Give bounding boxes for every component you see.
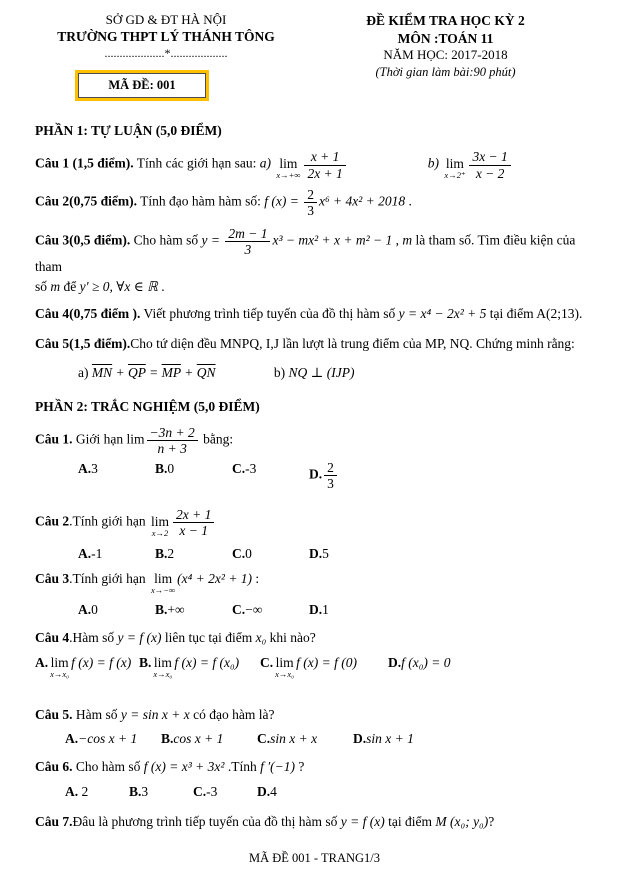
question-text: Giới hạn bbox=[72, 431, 127, 447]
header-left bbox=[35, 12, 297, 101]
fraction: $\frac{2}{3}$ bbox=[304, 187, 317, 218]
options-p2-5 bbox=[65, 730, 594, 749]
option-c: C. lim x→x₀ f (x) = f (0) bbox=[260, 654, 357, 679]
question-label: Câu 1 (1,5 điểm). bbox=[35, 156, 134, 172]
question-label: Câu 5. bbox=[35, 706, 73, 722]
question-p1-2 bbox=[35, 187, 594, 218]
question-p2-3 bbox=[35, 569, 594, 595]
exam-code-box bbox=[75, 70, 209, 101]
question-text2: liên tục tại điểm bbox=[161, 630, 256, 646]
school-year: NĂM HỌC: 2017-2018 bbox=[383, 47, 508, 63]
question-text2: bằng: bbox=[199, 431, 234, 447]
formula: y = f (x) bbox=[117, 630, 162, 646]
item-b-label: b) bbox=[427, 156, 443, 172]
question-p2-5 bbox=[35, 705, 594, 725]
exam-code: MÃ ĐỀ: 001 bbox=[78, 73, 206, 98]
options-p2-4 bbox=[35, 654, 594, 679]
option-c: C.-3 bbox=[232, 461, 257, 477]
formula-lhs: y = bbox=[201, 232, 224, 248]
formula: y = f (x) bbox=[340, 813, 385, 829]
x0-symbol: x₀ bbox=[255, 630, 267, 646]
option-d: D.1 bbox=[309, 602, 329, 618]
question-text: .Tính giới hạn bbox=[69, 514, 150, 529]
question-label: Câu 2(0,75 điểm). bbox=[35, 193, 137, 209]
option-c: C.0 bbox=[232, 545, 252, 561]
question-text: .Tính giới hạn bbox=[69, 571, 150, 587]
limit: lim x→−∞ bbox=[151, 571, 176, 596]
option-b: B. lim x→x₀ f (x) = f (x₀) bbox=[139, 654, 240, 679]
question-label: Câu 7. bbox=[35, 813, 73, 829]
formula2: f ′(−1) bbox=[260, 759, 296, 775]
option-b: B.0 bbox=[155, 461, 175, 477]
formula-tail: x³ − mx² + x + m² − 1 bbox=[272, 232, 393, 248]
options-p2-1 bbox=[78, 460, 594, 491]
school-name: TRƯỜNG THPT LÝ THÁNH TÔNG bbox=[57, 29, 275, 45]
options-p2-3 bbox=[78, 601, 594, 620]
question-text3: ? bbox=[488, 813, 495, 829]
subject-title: MÔN :TOÁN 11 bbox=[397, 30, 494, 46]
option-d: D.sin x + 1 bbox=[353, 731, 414, 747]
limit: lim x→x₀ bbox=[275, 654, 295, 679]
fraction-a: $\frac{x + 1}{2x + 1}$ bbox=[304, 149, 345, 180]
exam-duration: (Thời gian làm bài:90 phút) bbox=[375, 64, 516, 79]
question-text: Hàm số bbox=[72, 706, 121, 722]
perpendicular-formula: NQ ⊥ (IJP) bbox=[288, 365, 355, 381]
limit: lim bbox=[126, 431, 145, 447]
option-a: A. 2 bbox=[65, 783, 89, 799]
limit-b: lim x→2⁺ bbox=[444, 156, 466, 181]
option-b: B.2 bbox=[155, 545, 175, 561]
option-b: B.+∞ bbox=[155, 602, 185, 618]
question-text2: có đạo hàm là? bbox=[189, 706, 275, 722]
limit: lim x→x₀ bbox=[153, 654, 173, 679]
question-p2-6 bbox=[35, 757, 594, 777]
question-text2: : bbox=[252, 571, 260, 587]
department-name: SỞ GD & ĐT HÀ NỘI bbox=[105, 12, 227, 27]
question-p1-4 bbox=[35, 304, 594, 324]
end-dot: . bbox=[405, 193, 412, 209]
question-label: Câu 5(1,5 điểm). bbox=[35, 335, 131, 351]
option-a: A.0 bbox=[78, 602, 98, 618]
question-label: Câu 3(0,5 điểm). bbox=[35, 232, 131, 248]
question-text2: là tham số. Tìm điều kiện của tham bbox=[35, 232, 576, 275]
exam-title: ĐỀ KIỂM TRA HỌC KỲ 2 bbox=[366, 13, 525, 28]
vector-MN: $\overline{MN}$ bbox=[91, 365, 113, 381]
question-p1-1 bbox=[35, 149, 594, 180]
formula-lhs: f (x) = bbox=[264, 193, 303, 209]
question-text: Viết phương trình tiếp tuyến của đồ thị hàm số bbox=[140, 306, 399, 322]
subitem-a: a) $\overline{MN} + \overline{QP} = \overline{MP} + \overline{QN}$ bbox=[78, 365, 216, 381]
question-text2: tại điểm bbox=[384, 813, 436, 829]
subitem-b: b) NQ ⊥ (IJP) bbox=[273, 365, 355, 381]
param-m: m bbox=[402, 232, 413, 248]
fraction: $\frac{2x + 1}{x - 1}$ bbox=[173, 507, 214, 538]
fraction: $\frac{2m - 1}{3}$ bbox=[225, 226, 270, 257]
question-label: Câu 4(0,75 điểm ). bbox=[35, 306, 141, 322]
limit: lim x→x₀ bbox=[50, 654, 70, 679]
option-a: A.3 bbox=[78, 461, 98, 477]
limit: lim x→2 bbox=[151, 514, 170, 538]
question-text2: .Tính bbox=[224, 759, 261, 775]
options-p2-6 bbox=[65, 783, 594, 802]
vector-QP: $\overline{QP}$ bbox=[128, 365, 146, 381]
question-label: Câu 6. bbox=[35, 759, 73, 775]
point-M: M (x₀; y₀) bbox=[435, 813, 489, 829]
option-c: C.sin x + x bbox=[257, 731, 318, 747]
header-right bbox=[297, 12, 594, 101]
question-text3: khi nào? bbox=[266, 630, 316, 646]
fraction-b: $\frac{3x - 1}{x - 2}$ bbox=[469, 149, 510, 180]
option-c: C.−∞ bbox=[232, 602, 263, 618]
question-text: Tính các giới hạn sau: bbox=[133, 156, 260, 172]
limit-a: lim x→+∞ bbox=[276, 156, 301, 181]
part2-title: PHẦN 2: TRẮC NGHIỆM (5,0 ĐIỂM) bbox=[35, 398, 260, 414]
option-a: A. lim x→x₀ f (x) = f (x) bbox=[35, 654, 132, 679]
separator-dots: ....................*................... bbox=[104, 45, 228, 60]
question-text: Đâu là phương trình tiếp tuyến của đồ thị hàm số bbox=[72, 813, 341, 829]
item-a-label: a) bbox=[259, 156, 275, 172]
question-label: Câu 4 bbox=[35, 630, 70, 646]
vector-QN: $\overline{QN}$ bbox=[196, 365, 216, 381]
question-p1-3 bbox=[35, 226, 594, 296]
question-p2-1 bbox=[35, 425, 594, 456]
option-a: A.−cos x + 1 bbox=[65, 731, 138, 747]
question-label: Câu 2 bbox=[35, 514, 70, 529]
question-text: Tính đạo hàm hàm số: bbox=[137, 193, 265, 209]
option-c: C.-3 bbox=[193, 783, 218, 799]
option-a: A.-1 bbox=[78, 545, 103, 561]
question-text: Cho tứ diện đều MNPQ, I,J lần lượt là trung điểm của MP, NQ. Chứng minh rằng: bbox=[130, 335, 575, 351]
option-d: D.f (x₀) = 0 bbox=[388, 654, 451, 670]
formula-tail: x⁶ + 4x² + 2018 bbox=[318, 193, 406, 209]
question-text2: tại điểm A(2;13). bbox=[486, 306, 583, 322]
option-d-fraction: $\frac{2}{3}$ bbox=[324, 460, 337, 491]
condition-formula: y′ ≥ 0, ∀x ∈ ℝ bbox=[79, 278, 158, 294]
param-m: m bbox=[50, 278, 61, 294]
formula: y = sin x + x bbox=[120, 706, 190, 722]
subitems-row bbox=[35, 363, 594, 383]
question-label: Câu 1. bbox=[35, 431, 73, 447]
vector-MP: $\overline{MP}$ bbox=[161, 365, 181, 381]
part1-title: PHẦN 1: TỰ LUẬN (5,0 ĐIỂM) bbox=[35, 123, 222, 139]
question-text: Cho hàm số bbox=[72, 759, 144, 775]
question-text3: ? bbox=[295, 759, 305, 775]
formula: (x⁴ + 2x² + 1) bbox=[177, 571, 253, 587]
question-p2-4 bbox=[35, 628, 594, 648]
option-d: D.4 bbox=[257, 783, 277, 799]
option-b: B.3 bbox=[129, 783, 149, 799]
formula: f (x) = x³ + 3x² bbox=[143, 759, 225, 775]
option-b: B.cos x + 1 bbox=[161, 731, 224, 747]
question-label: Câu 3 bbox=[35, 571, 70, 587]
question-text: Cho hàm số bbox=[130, 232, 202, 248]
option-d: D. $\frac{2}{3}$ bbox=[309, 460, 386, 491]
formula: y = x⁴ − 2x² + 5 bbox=[398, 306, 487, 322]
question-p1-5 bbox=[35, 334, 594, 383]
exam-header bbox=[35, 12, 594, 101]
fraction: $\frac{-3n + 2}{n + 3}$ bbox=[147, 425, 198, 456]
question-line2: số m để y′ ≥ 0, ∀x ∈ ℝ . bbox=[35, 278, 165, 294]
question-p2-2 bbox=[35, 507, 594, 538]
option-d: D.5 bbox=[309, 545, 329, 561]
question-text: .Hàm số bbox=[69, 630, 118, 646]
question-p2-7 bbox=[35, 812, 594, 832]
options-p2-2 bbox=[78, 545, 594, 564]
page-footer: MÃ ĐỀ 001 - TRANG1/3 bbox=[248, 851, 381, 866]
comma: , bbox=[392, 232, 403, 248]
